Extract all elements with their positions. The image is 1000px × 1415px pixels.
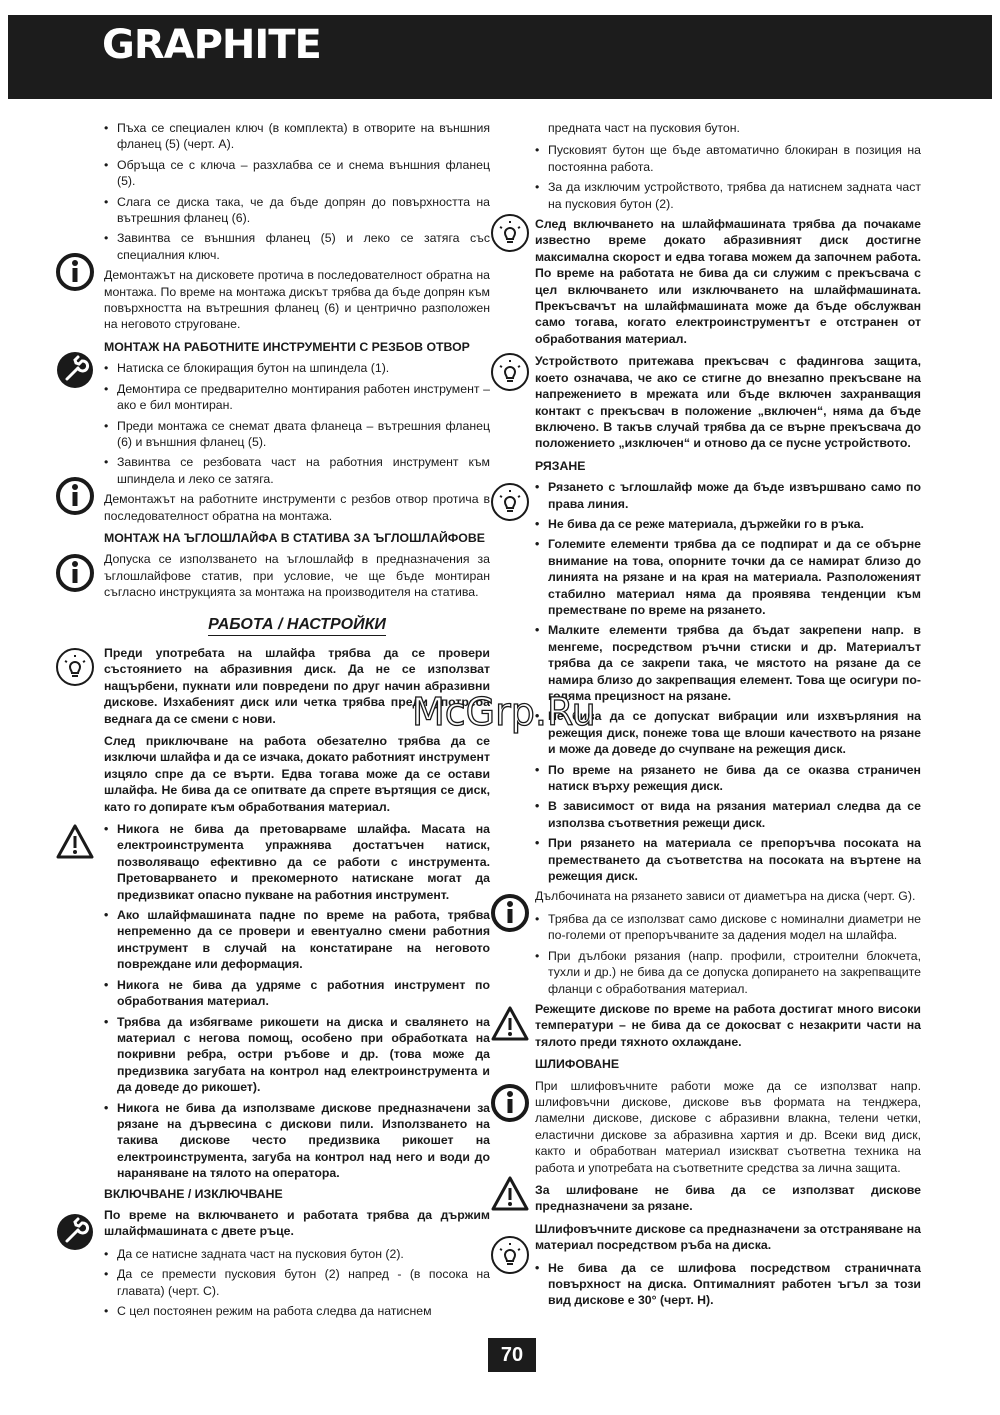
bold-paragraph: Преди употребата на шлайфа трябва да се провери състоянието на абразивния диск. Да не се използват нащърбени, пукнати или повредени по друг начин абразивни дискове. Изхабеният диск или четка трябва преди употреба веднага да се смени с нови.	[104, 645, 490, 726]
list-item: • Не бива да се реже материала, държейки го в ръка.	[535, 516, 921, 532]
list-item: • Не бива да се допускат вибрации или изхвърляния на режещия диск, понеже това ще влоши качеството на рязане и може да доведе до счупване на режещия диск.	[535, 708, 921, 757]
note-paragraph: Допуска се използването на ъглошлайф в предназначения за ъглошлайфове статив, при условие, че ще бъде монтиран съгласно инструкцията за монтажа на производителя на статива.	[104, 552, 490, 600]
note-paragraph: Демонтажът на работните инструменти с резбов отвор протича в последователност обратна на монтажа.	[104, 492, 490, 523]
list-item: • Преди монтажа се снемат двата фланеца – вътрешния фланец (6) и външния фланец (5).	[104, 418, 490, 451]
list-item: • Натиска се блокиращия бутон на шпиндела (1).	[104, 360, 490, 376]
list-item: • Малките елементи трябва да бъдат закрепени напр. в менгеме, посредством ръчни стиски и др. Материалът трябва да се закрепи така, че мястото на рязане да се намира близо до закрепващия елемент. Това ще осигури по-голяма прецизност на рязане.	[535, 622, 921, 704]
list-item: • Да се натисне задната част на пусковия бутон (2).	[104, 1246, 490, 1262]
bold-paragraph: Устройството притежава прекъсвач с фадингова защита, което означава, че ако се стигне до внезапно прекъсване на напрежението в мрежата или бъде включен захранващия контакт с прекъсвач в положение „включен“, няма да бъде включено. В такъв случай трябва да се върне прекъсвача до положението „изключен“ и отново да се пусне устройството.	[535, 354, 921, 451]
list-item: • Никога не бива да удряме с работния инструмент по обработвания материал.	[104, 977, 490, 1010]
warning-icon	[55, 822, 95, 862]
bold-paragraph: Шлифовъчните дискове са предназначени за отстраняване на материал посредством ръба на диска.	[535, 1221, 921, 1253]
section-heading: ВКЛЮЧВАНЕ / ИЗКЛЮЧВАНЕ	[104, 1186, 283, 1201]
info-icon	[55, 476, 95, 516]
bold-paragraph: Режещите дискове по време на работа достигат много високи температури – не бива да се докосват с незакрити части на тялото преди тяхното охлаждане.	[535, 1001, 921, 1049]
warning-list	[104, 821, 490, 1182]
list-item: • При дълбоки рязания (напр. профили, строителни блокчета, тухли и др.) не бива да се допуска допирането на закрепващите фланци с обработвания материал.	[535, 948, 921, 997]
lightbulb-icon	[490, 1235, 530, 1275]
list-item: • Демонтира се предварително монтирания работен инструмент – ако е бил монтиран.	[104, 381, 490, 414]
list-item: • По време на рязането не бива да се оказва страничен натиск върху режещия диск.	[535, 762, 921, 795]
continued-text: предната част на пусковия бутон.	[548, 121, 740, 135]
chapter-title: РАБОТА / НАСТРОЙКИ	[104, 617, 490, 633]
brand-logo: GRAPHITE	[102, 22, 321, 68]
info-icon	[490, 1083, 530, 1123]
threaded-tool-list	[104, 360, 490, 487]
note-paragraph: Демонтажът на дисковете протича в последователност обратна на монтажа. По време на монтажа дискът трябва да бъде допрян към повърхността на вътрешния фланец (6) и центрично разположен на неговото струговане.	[104, 268, 490, 332]
cutting-list	[535, 479, 921, 884]
bold-paragraph: След включването на шлайфмашината трябва да почакаме известно време докато абразивният диск достигне максимална скорост и едва тогава можем да започнем работа. По време на работата не бива да си служим с прекъсвача с цел включването или изключването на шлайфмашината. Прекъсвачът на шлайфмашината може да бъде обслужван само тогава, когато електроинструментът е отстранен от обработвания материал.	[535, 217, 921, 346]
info-icon	[55, 553, 95, 593]
list-item: • Ако шлайфмашината падне по време на работа, трябва непременно да се провери и евентуално смени работния инструмент в случай на констатиране на неговото повреждане или деформация.	[104, 907, 490, 973]
bold-paragraph: За шлифоване не бива да се използват дискове предназначени за рязане.	[535, 1182, 921, 1214]
list-item: • Пъха се специален ключ (в комплекта) в отворите на външния фланец (5) (черт. А).	[104, 120, 490, 153]
section-heading: МОНТАЖ НА РАБОТНИТЕ ИНСТРУМЕНТИ С РЕЗБОВ ОТВОР	[104, 339, 470, 354]
list-item: • Никога не бива да претоварваме шлайфа. Масата на електроинструмента упражнява достатъчен натиск, позволяващо ефективно да се работи с инструмента. Претоварването и прекомерното натискане могат да предизвикат опасно пукване на работния инструмент.	[104, 821, 490, 903]
list-item: • Слага се диска така, че да бъде допрян до повърхността на вътрешния фланец (6).	[104, 194, 490, 227]
list-item: • С цел постоянен режим на работа следва да натиснем	[104, 1303, 490, 1319]
bold-paragraph: По време на включването и работата трябва да държим шлайфмашината с двете ръце.	[104, 1207, 490, 1239]
list-item: • Рязането с ъглошлайф може да бъде извършвано само по права линия.	[535, 479, 921, 512]
wrench-icon	[55, 1212, 95, 1252]
list-item: • В зависимост от вида на рязания материал следва да се използва съответния режещи диск.	[535, 798, 921, 831]
depth-list	[535, 911, 921, 997]
wrench-icon	[55, 350, 95, 390]
list-item: • При рязането на материала се препоръчва посоката на преместването да съответства на посоката на въртене на режещия диск.	[535, 835, 921, 884]
grinding-list	[535, 1260, 921, 1309]
warning-icon	[490, 1004, 530, 1044]
switch-list	[535, 142, 921, 212]
list-item: • Големите елементи трябва да се подпират и да се обърне внимание на това, опорните точки да се намират близо до линията на рязане и на края на материала. Разположеният стабилно материал няма да проявява тенденции към преместване по време на рязането.	[535, 536, 921, 618]
page-number: 70	[488, 1338, 536, 1372]
list-item: • Пусковият бутон ще бъде автоматично блокиран в позиция на постоянна работа.	[535, 142, 921, 175]
disc-mount-list	[104, 120, 490, 263]
list-item: • Не бива да се шлифова посредством страничната повърхност на диска. Оптималният работен ъгъл за този вид дискове е 30° (черт. H).	[535, 1260, 921, 1309]
lightbulb-icon	[490, 482, 530, 522]
lightbulb-icon	[55, 647, 95, 687]
note-paragraph: При шлифовъчните работи може да се използват напр. шлифовъчни дискове, дискове във формата на тенджера, ламелни дискове, дискове с абразивни влакна, телени четки, еластични дискове за абразивна хартия и др. Всеки вид диск, както и обработван материал изискват съответна техника на работа и употребата на съответните средства за лична защита.	[535, 1078, 921, 1175]
list-item: • Никога не бива да използваме дискове предназначени за рязане на дървесина с дискови пили. Използването на такива дискове често предизвика рикошет на електроинструмента, загуба на контрол над него и води до нараняване на тялото на оператора.	[104, 1100, 490, 1182]
note-paragraph: Дълбочината на рязането зависи от диаметъра на диска (черт. G).	[535, 889, 916, 904]
section-heading: РЯЗАНЕ	[535, 458, 586, 473]
list-item: • Трябва да се използват само дискове с номинални диаметри не по-големи от препоръчваните за дадения модел на шлайфа.	[535, 911, 921, 944]
watermark: McGrp.Ru	[412, 690, 596, 734]
list-item: • Обръща се с ключа – разхлабва се и снема външния фланец (5).	[104, 157, 490, 190]
list-item: • Завинтва се външния фланец (5) и леко се затяга със специалния ключ.	[104, 230, 490, 263]
list-item: • За да изключим устройството, трябва да натиснем задната част на пусковия бутон (2).	[535, 179, 921, 212]
section-heading: МОНТАЖ НА ЪГЛОШЛАЙФА В СТАТИВА ЗА ЪГЛОШЛАЙФОВЕ	[104, 530, 485, 545]
section-heading: ШЛИФОВАНЕ	[535, 1057, 620, 1072]
list-item: • Трябва да избягваме рикошети на диска и свалянето на материал с негова помощ, особено при обработката на покривни ребра, остри ръбове и др. (това може да предизвика загубата на контрол над електроинструмента и да доведе до рикошет).	[104, 1014, 490, 1096]
list-item: • Завинтва се резбовата част на работния инструмент към шпиндела и леко се затяга.	[104, 454, 490, 487]
list-item: • Да се премести пусковия бутон (2) напред - (в посока на главата) (черт. С).	[104, 1266, 490, 1299]
info-icon	[55, 252, 95, 292]
info-icon	[490, 893, 530, 933]
warning-icon	[490, 1174, 530, 1214]
switch-on-list	[104, 1246, 490, 1320]
lightbulb-icon	[490, 352, 530, 392]
bold-paragraph: След приключване на работа обезателно трябва да се изключи шлайфа и да се изчака, докато работният инструмент изцяло спре да се върти. Едва тогава може да се остави шлайфа. Не бива да се опитвате да спрете въртящия се диск, като го допирате към обработвания материал.	[104, 734, 490, 814]
lightbulb-icon	[490, 213, 530, 253]
